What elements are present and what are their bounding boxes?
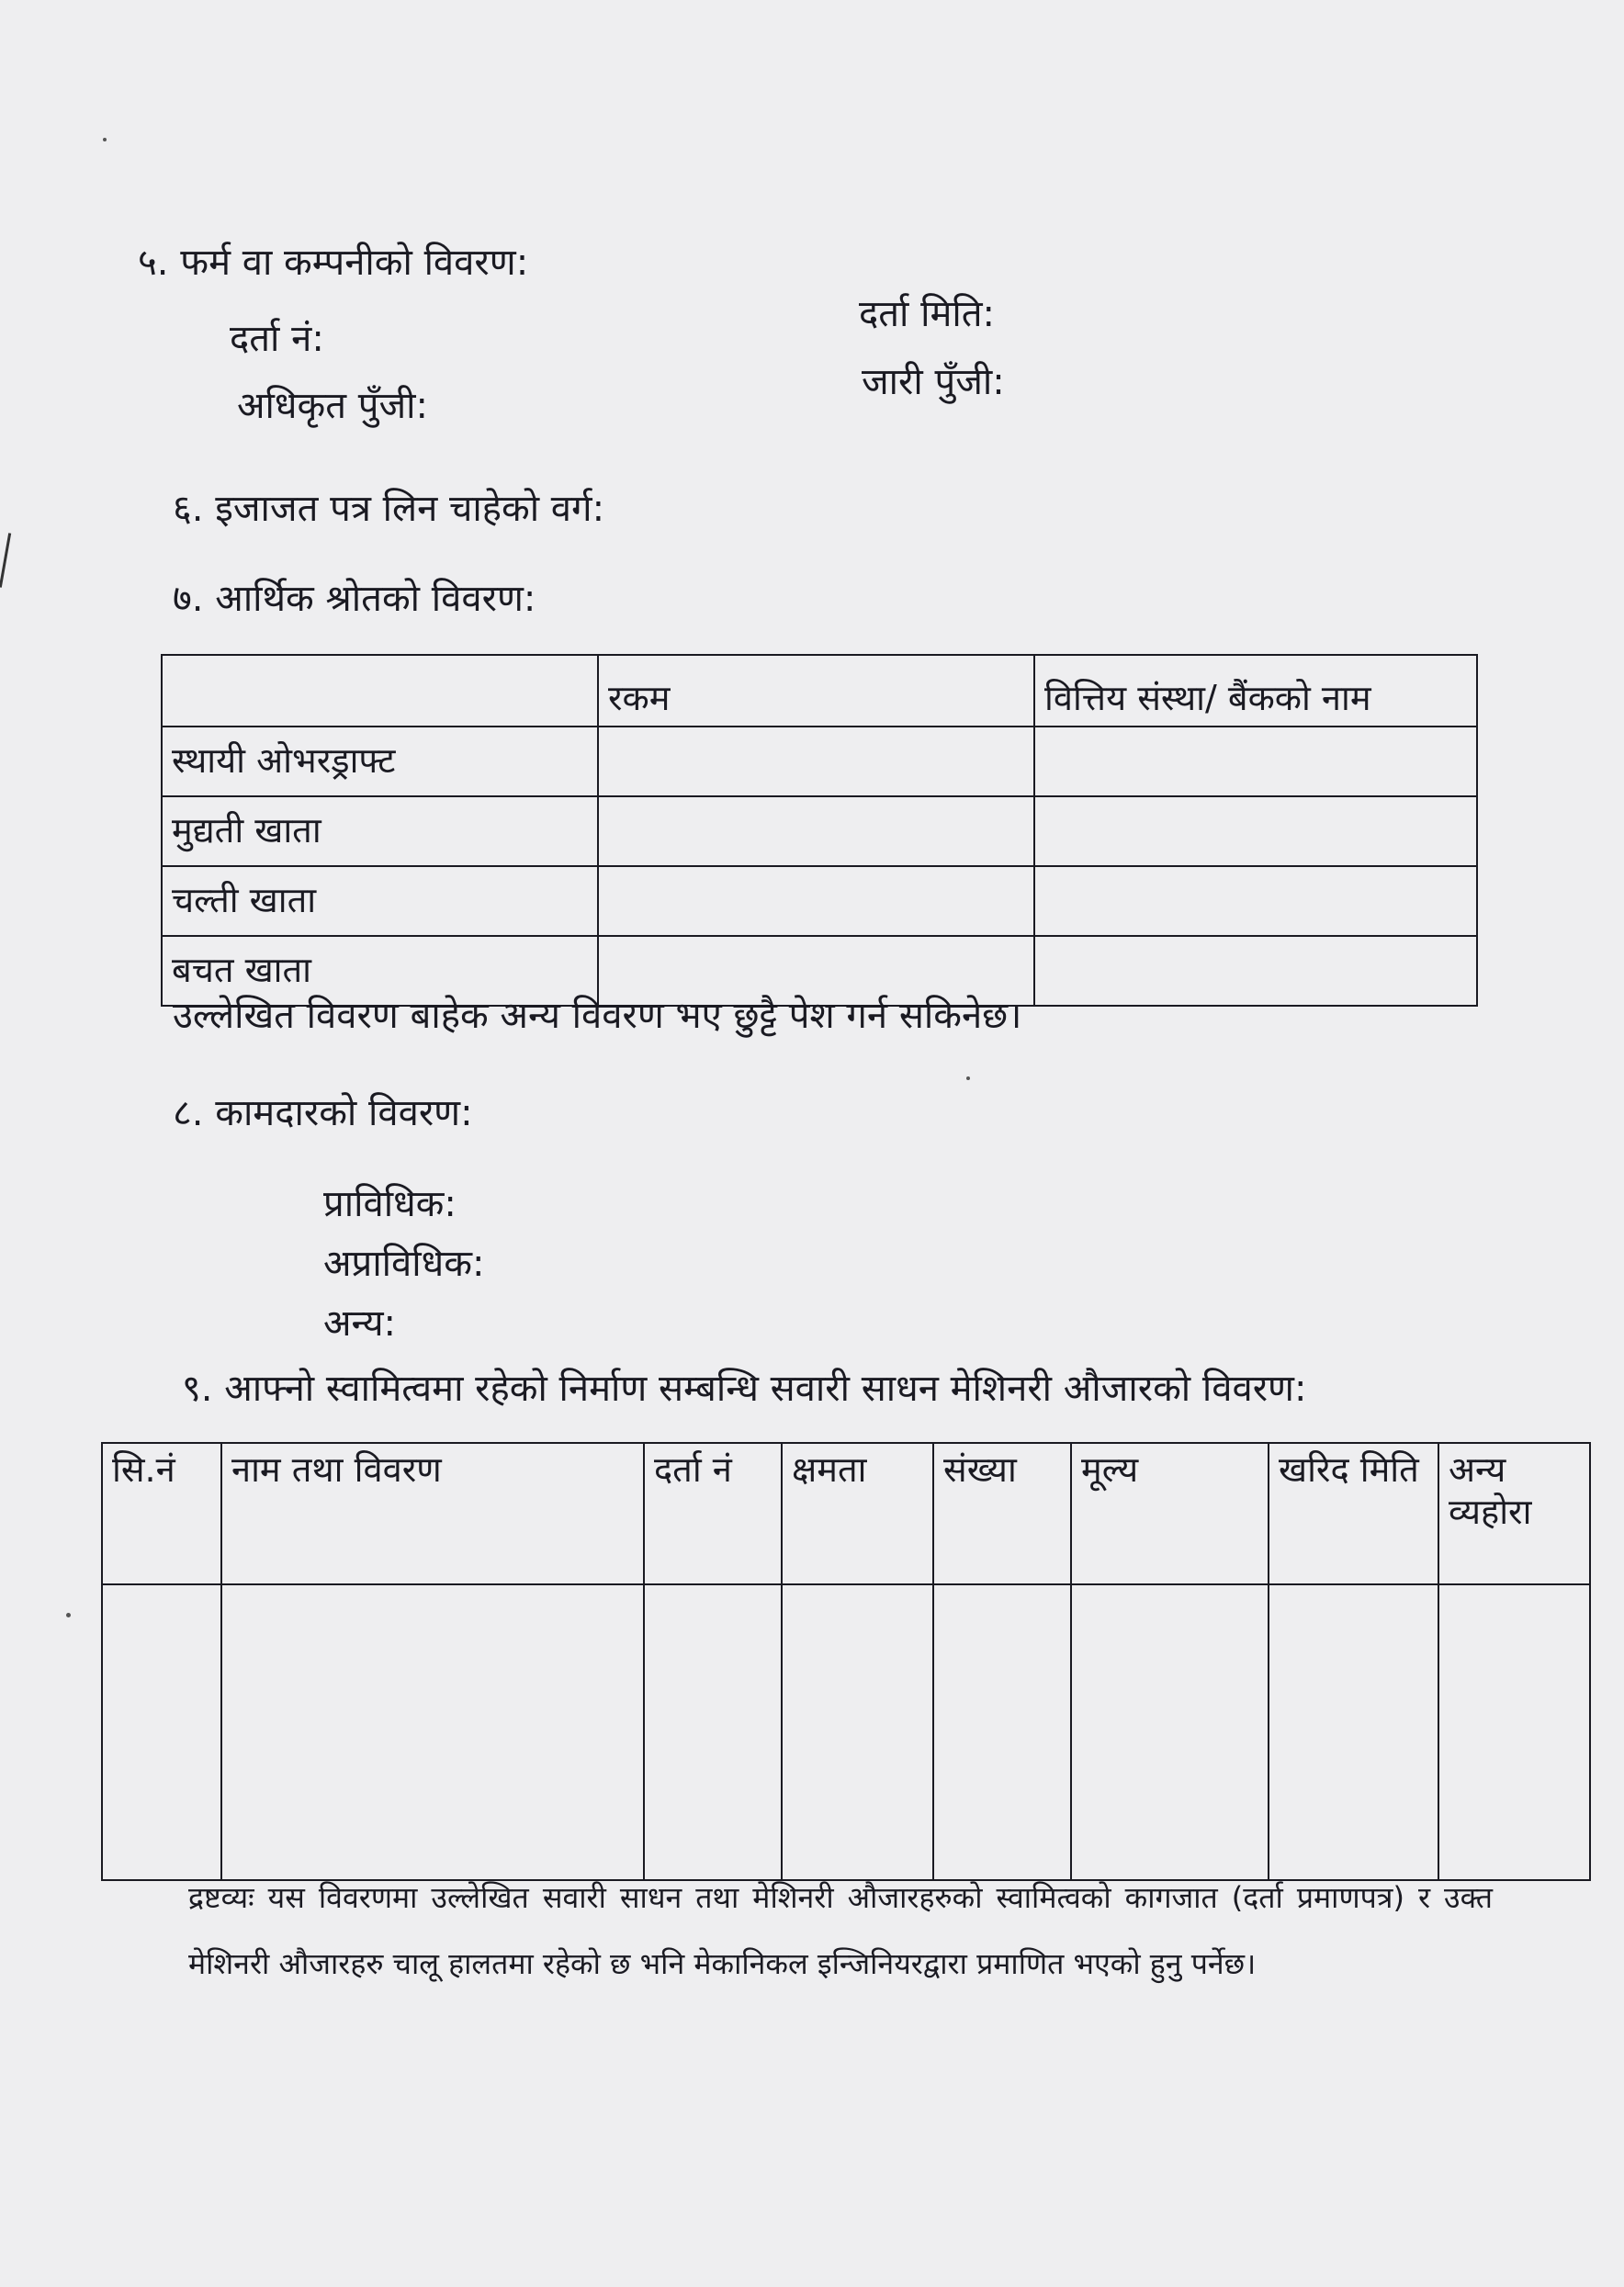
amount-cell[interactable] — [598, 796, 1034, 866]
row-label: मुद्यती खाता — [162, 796, 598, 866]
table-header-row — [102, 1443, 1590, 1584]
value-header: मूल्य — [1071, 1443, 1269, 1584]
bank-name-header: वित्तिय संस्था/ बैंकको नाम — [1034, 655, 1477, 727]
other-remarks-header: अन्य व्यहोरा — [1438, 1443, 1590, 1584]
row-label: स्थायी ओभरड्राफ्ट — [162, 727, 598, 796]
scan-speck — [966, 1076, 970, 1080]
financial-source-table — [161, 654, 1478, 1007]
table-cell[interactable] — [782, 1584, 933, 1880]
table-header-row — [162, 655, 1477, 727]
section9-heading: ९. आफ्नो स्वामित्वमा रहेको निर्माण सम्बन्धि सवारी साधन मेशिनरी औजारको विवरण: — [182, 1368, 1307, 1410]
other-label: अन्य: — [323, 1302, 397, 1345]
scan-speck — [66, 1613, 71, 1617]
section6-heading: ६. इजाजत पत्र लिन चाहेको वर्ग: — [173, 488, 605, 530]
section5-heading: ५. फर्म वा कम्पनीको विवरण: — [138, 242, 529, 284]
issued-capital-label: जारी पुँजी: — [862, 361, 1005, 403]
table-cell[interactable] — [221, 1584, 644, 1880]
table-header-cell — [162, 655, 598, 727]
technical-label: प्राविधिक: — [323, 1183, 457, 1225]
row-label: चल्ती खाता — [162, 866, 598, 936]
capacity-header: क्षमता — [782, 1443, 933, 1584]
name-description-header: नाम तथा विवरण — [221, 1443, 644, 1584]
section8-heading: ८. कामदारको विवरण: — [173, 1092, 473, 1134]
table-row — [162, 796, 1477, 866]
machinery-table — [101, 1442, 1591, 1881]
amount-cell[interactable] — [598, 866, 1034, 936]
authorized-capital-label: अधिकृत पुँजी: — [237, 385, 428, 427]
table-cell[interactable] — [1071, 1584, 1269, 1880]
non-technical-label: अप्राविधिक: — [323, 1243, 485, 1285]
bank-name-cell[interactable] — [1034, 936, 1477, 1006]
bank-name-cell[interactable] — [1034, 727, 1477, 796]
bank-name-cell[interactable] — [1034, 796, 1477, 866]
section7-note: उल्लेखित विवरण बाहेक अन्य विवरण भए छुट्टै पेश गर्न सकिनेछ। — [173, 995, 1022, 1037]
scan-edge-mark — [0, 533, 11, 588]
serial-no-header: सि.नं — [102, 1443, 221, 1584]
amount-header: रकम — [598, 655, 1034, 727]
section9-note: द्रष्टव्यः यस विवरणमा उल्लेखित सवारी साधन तथा मेशिनरी औजारहरुको स्वामित्वको कागजात (दर्ता प्रमाणपत्र) र उक्त मेशिनरी औजारहरु चालू हालतमा रहेको छ भनि मेकानिकल इन्जिनियरद्वारा प्रमाणित भएको हुनु पर्नेछ। — [188, 1880, 1493, 1981]
section7-heading: ७. आर्थिक श्रोतको विवरण: — [173, 578, 536, 620]
table-row — [102, 1584, 1590, 1880]
registration-no-label: दर्ता नं: — [230, 318, 324, 360]
table-cell[interactable] — [1438, 1584, 1590, 1880]
registration-no-header: दर्ता नं — [644, 1443, 782, 1584]
amount-cell[interactable] — [598, 727, 1034, 796]
row-label: बचत खाता — [162, 936, 598, 1006]
table-cell[interactable] — [1269, 1584, 1438, 1880]
table-row — [162, 727, 1477, 796]
quantity-header: संख्या — [933, 1443, 1071, 1584]
purchase-date-header: खरिद मिति — [1269, 1443, 1438, 1584]
table-cell[interactable] — [933, 1584, 1071, 1880]
registration-date-label: दर्ता मिति: — [859, 293, 996, 335]
scan-speck — [103, 138, 107, 141]
table-cell[interactable] — [644, 1584, 782, 1880]
table-row — [162, 866, 1477, 936]
bank-name-cell[interactable] — [1034, 866, 1477, 936]
table-cell[interactable] — [102, 1584, 221, 1880]
